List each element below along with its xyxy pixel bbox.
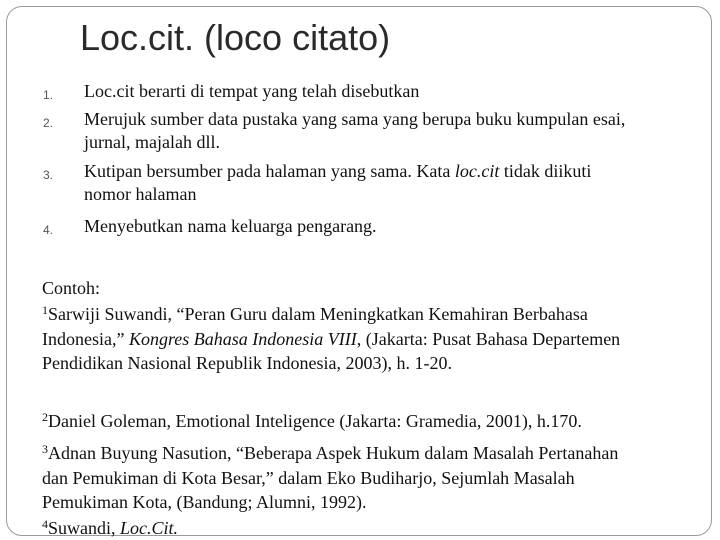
footnote-3-marker: 3 bbox=[42, 442, 48, 456]
footnote-1-text-c: , (Jakarta: Pusat Bahasa Departemen bbox=[356, 329, 621, 349]
list-item-2-line-2: jurnal, majalah dll. bbox=[84, 132, 220, 152]
list-item-2 bbox=[84, 108, 690, 154]
list-number-2: 2. bbox=[43, 116, 54, 130]
footnote-3-line-2: dan Pemukiman di Kota Besar,” dalam Eko Budiharjo, Sejumlah Masalah bbox=[42, 468, 575, 488]
footnote-3-line-3: Pemukiman Kota, (Bandung; Alumni, 1992). bbox=[42, 492, 367, 512]
footnote-4-line-1 bbox=[42, 516, 702, 540]
list-item-3-italic-term: loc.cit bbox=[454, 161, 500, 181]
footnote-4-marker: 4 bbox=[42, 517, 48, 531]
list-number-3: 3. bbox=[43, 168, 54, 182]
footnote-3-text-a: Adnan Buyung Nasution, “Beberapa Aspek Hukum dalam Masalah Pertanahan bbox=[48, 443, 619, 463]
list-item-3 bbox=[84, 160, 690, 206]
footnote-1-marker: 1 bbox=[42, 303, 48, 317]
footnote-4-text: Suwandi, bbox=[48, 518, 120, 538]
footnote-1-line-2 bbox=[42, 327, 702, 351]
footnote-1-text-a: Sarwiji Suwandi, “Peran Guru dalam Meningkatkan Kemahiran Berbahasa bbox=[48, 304, 588, 324]
footnote-2-marker: 2 bbox=[42, 410, 48, 424]
list-item-3-line-2: nomor halaman bbox=[84, 184, 197, 204]
list-number-4: 4. bbox=[43, 223, 54, 237]
contoh-label: Contoh: bbox=[42, 278, 101, 298]
list-number-1: 1. bbox=[43, 88, 54, 102]
list-item-2-line-1: Merujuk sumber data pustaka yang sama yang berupa buku kumpulan esai, bbox=[84, 109, 626, 129]
footnote-1-text-b: Indonesia,” bbox=[42, 329, 129, 349]
footnote-2-line-1 bbox=[42, 409, 702, 433]
slide-title: Loc.cit. (loco citato) bbox=[80, 17, 391, 58]
footnote-1-italic-title: Kongres Bahasa Indonesia VIII bbox=[128, 329, 357, 349]
footnote-1-line-3: Pendidikan Nasional Republik Indonesia, 2003), h. 1-20. bbox=[42, 353, 452, 373]
footnote-2-text: Daniel Goleman, Emotional Inteligence (Jakarta: Gramedia, 2001), h.170. bbox=[48, 411, 582, 431]
footnote-4-italic-loccit: Loc.Cit. bbox=[120, 518, 179, 538]
list-item-1: Loc.cit berarti di tempat yang telah disebutkan bbox=[84, 81, 420, 101]
list-item-3-text-b: tidak diikuti bbox=[499, 161, 592, 181]
list-item-3-text-a: Kutipan bersumber pada halaman yang sama. Kata bbox=[84, 161, 455, 181]
list-item-3-line-1 bbox=[84, 160, 690, 183]
footnote-1-line-1 bbox=[42, 302, 702, 326]
list-item-4: Menyebutkan nama keluarga pengarang. bbox=[84, 216, 377, 236]
footnote-3-line-1 bbox=[42, 441, 702, 465]
